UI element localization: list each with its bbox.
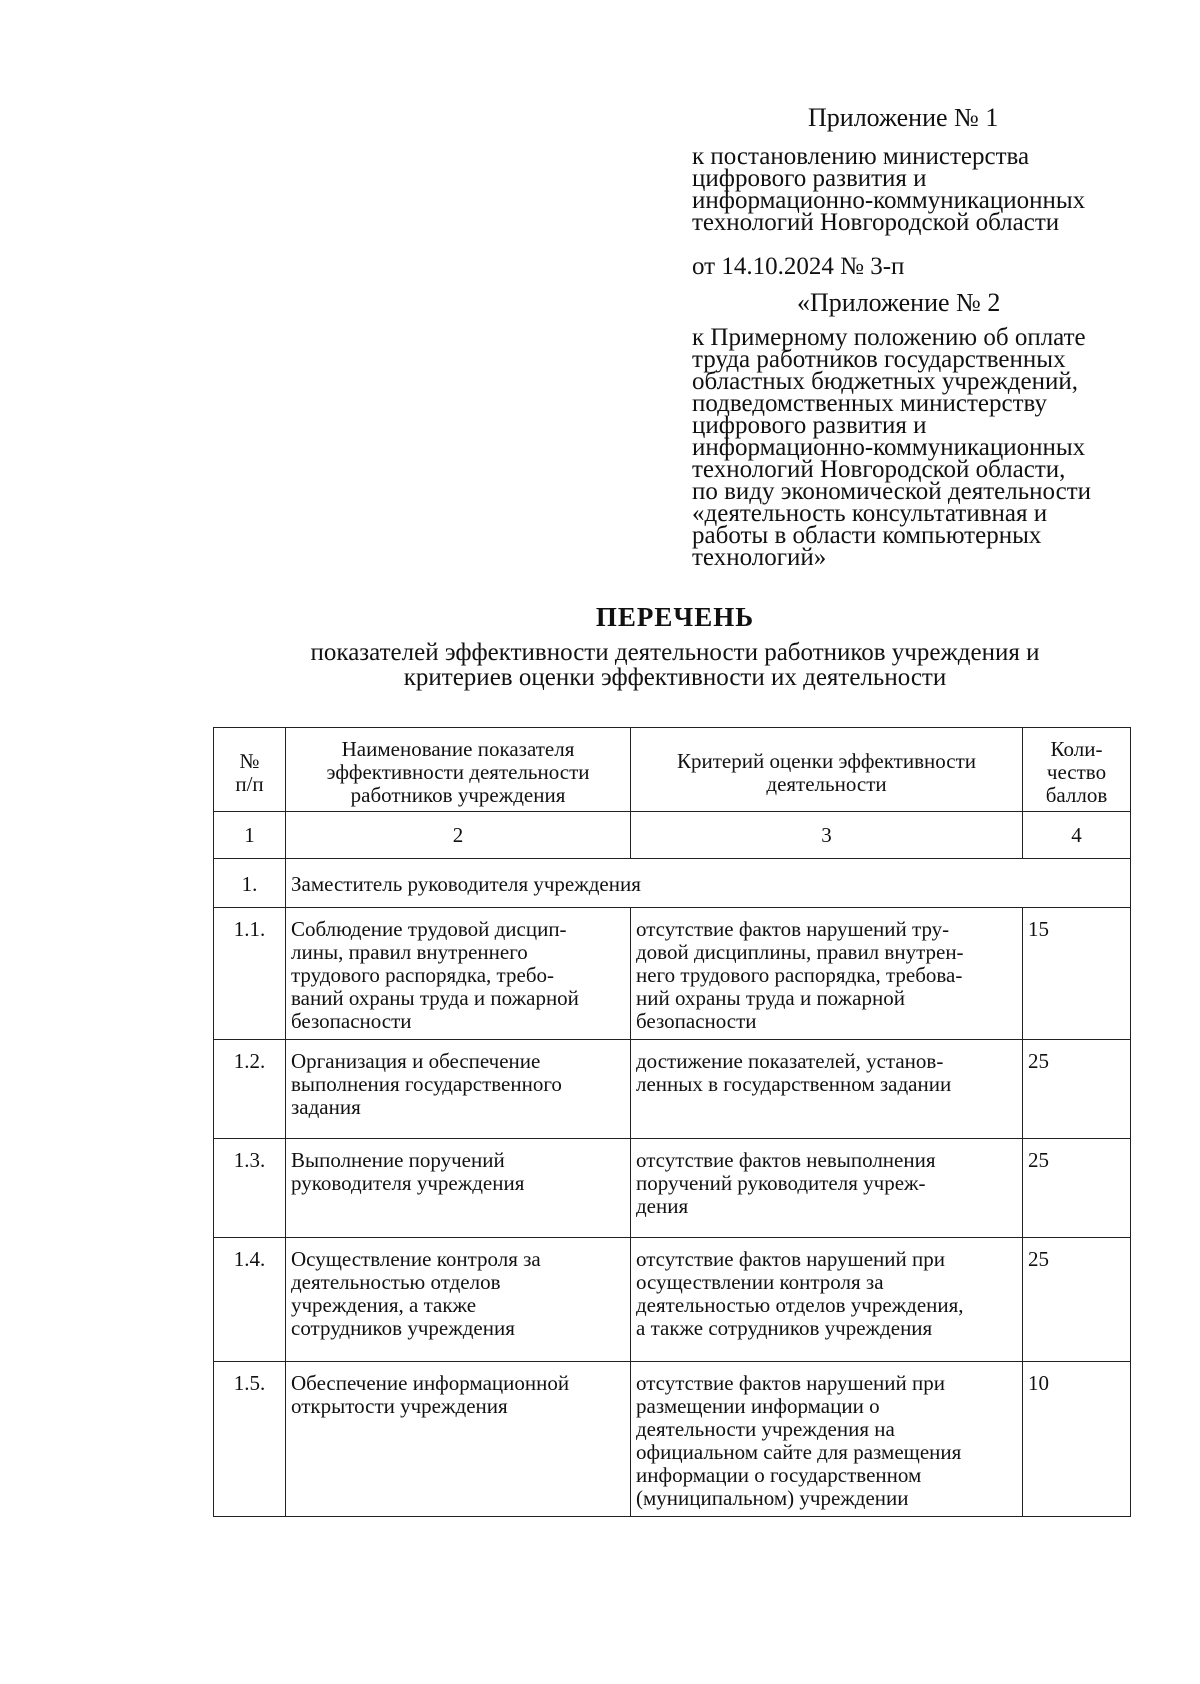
- criterion: [631, 1139, 1023, 1238]
- indicator-name-line: выполнения государственного: [291, 1072, 562, 1096]
- indicator-name-line: Обеспечение информационной: [291, 1371, 570, 1395]
- criterion-line: достижение показателей, установ-: [636, 1049, 944, 1073]
- indicator-name: [286, 1139, 631, 1238]
- appendix2-reference-line: информационно-коммуникационных: [692, 434, 1086, 461]
- criterion: [631, 1040, 1023, 1139]
- appendix2-reference-line: цифрового развития и: [692, 412, 927, 439]
- indicator-name-line: открытости учреждения: [291, 1394, 508, 1418]
- header-number-line: п/п: [235, 771, 264, 796]
- appendix-reference-line: информационно-коммуникационных: [692, 187, 1086, 214]
- appendix-reference: [692, 143, 1162, 236]
- header-score-line: чество: [1046, 760, 1107, 784]
- criterion-line: отсутствие фактов нарушений при: [636, 1371, 945, 1395]
- row-number: 1.2.: [214, 1040, 286, 1139]
- score: 25: [1023, 1139, 1131, 1238]
- criterion-line: довой дисциплины, правил внутрен-: [636, 940, 964, 964]
- appendix2-reference-line: подведомственных министерству: [692, 390, 1047, 417]
- appendix-date: от 14.10.2024 № 3-п: [692, 253, 905, 280]
- section-title: Заместитель руководителя учреждения: [286, 859, 1131, 908]
- header-indicator-name-line: эффективности деятельности: [326, 760, 590, 784]
- criterion-line: осуществлении контроля за: [636, 1270, 884, 1294]
- table-header-row: [214, 728, 1131, 812]
- header-score-line: баллов: [1045, 783, 1108, 807]
- appendix2-reference-line: к Примерному положению об оплате: [692, 324, 1086, 351]
- header-criterion: [631, 728, 1023, 812]
- header-score-line: Коли-: [1050, 737, 1103, 761]
- document-subtitle-line: критериев оценки эффективности их деятельности: [403, 664, 947, 691]
- appendix2-reference: [692, 324, 1172, 571]
- indicator-name-line: лины, правил внутреннего: [291, 940, 528, 964]
- indicator-name-line: деятельностью отделов: [291, 1270, 501, 1294]
- criterion-line: поручений руководителя учреж-: [636, 1171, 926, 1195]
- document-title: ПЕРЕЧЕНЬ: [595, 602, 755, 632]
- column-number-row: [214, 812, 1131, 859]
- score: 15: [1023, 908, 1131, 1040]
- header-criterion-line: Критерий оценки эффективности: [676, 748, 976, 773]
- indicator-name-line: безопасности: [291, 1009, 412, 1033]
- appendix-reference-line: к постановлению министерства: [692, 143, 1030, 170]
- section-number: 1.: [214, 859, 286, 908]
- indicator-name-line: задания: [291, 1095, 361, 1119]
- criterion-line: него трудового распорядка, требова-: [636, 963, 963, 987]
- header-indicator-name: [286, 728, 631, 812]
- header-criterion-line: деятельности: [766, 771, 887, 796]
- indicator-name-line: сотрудников учреждения: [291, 1316, 515, 1340]
- indicator-name-line: Осуществление контроля за: [291, 1247, 541, 1271]
- criterion-line: деятельности учреждения на: [636, 1417, 895, 1441]
- header-score: [1023, 728, 1131, 812]
- criterion: [631, 908, 1023, 1040]
- header-indicator-name-line: Наименование показателя: [341, 737, 575, 761]
- criterion: [631, 1238, 1023, 1362]
- score: 25: [1023, 1040, 1131, 1139]
- appendix2-reference-line: «деятельность консультативная и: [692, 500, 1048, 527]
- indicator-name: [286, 908, 631, 1040]
- indicator-name-line: учреждения, а также: [291, 1293, 477, 1317]
- column-number: 1: [214, 812, 286, 859]
- criterion-line: размещении информации о: [636, 1394, 880, 1418]
- criterion-line: отсутствие фактов нарушений тру-: [636, 917, 950, 941]
- indicator-name: [286, 1362, 631, 1517]
- criterion-line: безопасности: [636, 1009, 757, 1033]
- criterion-line: информации о государственном: [636, 1463, 922, 1487]
- appendix2-reference-line: труда работников государственных: [692, 346, 1066, 373]
- criterion-line: дения: [636, 1194, 689, 1218]
- section-row: [214, 859, 1131, 908]
- criterion: [631, 1362, 1023, 1517]
- appendix2-title: «Приложение № 2: [797, 288, 1001, 317]
- document-subtitle: [0, 640, 1200, 690]
- criterion-line: официальном сайте для размещения: [636, 1440, 962, 1464]
- table-row: [214, 908, 1131, 1040]
- indicator-name: [286, 1040, 631, 1139]
- document-subtitle-line: показателей эффективности деятельности работников учреждения и: [310, 639, 1040, 666]
- criterion-line: ний охраны труда и пожарной: [636, 986, 905, 1010]
- indicators-table: [213, 727, 1131, 1517]
- column-number: 3: [631, 812, 1023, 859]
- column-number: 4: [1023, 812, 1131, 859]
- appendix2-reference-line: работы в области компьютерных: [692, 522, 1042, 549]
- table-row: [214, 1040, 1131, 1139]
- header-number-line: №: [239, 748, 260, 773]
- indicator-name-line: Организация и обеспечение: [291, 1049, 541, 1073]
- indicator-name-line: Соблюдение трудовой дисцип-: [291, 917, 567, 941]
- criterion-line: отсутствие фактов нарушений при: [636, 1247, 945, 1271]
- appendix2-reference-line: по виду экономической деятельности: [692, 478, 1091, 505]
- table-row: [214, 1362, 1131, 1517]
- criterion-line: деятельностью отделов учреждения,: [636, 1293, 964, 1317]
- column-number: 2: [286, 812, 631, 859]
- indicator-name-line: руководителя учреждения: [291, 1171, 525, 1195]
- criterion-line: отсутствие фактов невыполнения: [636, 1148, 936, 1172]
- row-number: 1.1.: [214, 908, 286, 1040]
- appendix2-reference-line: областных бюджетных учреждений,: [692, 368, 1078, 395]
- table-row: [214, 1139, 1131, 1238]
- indicator-name: [286, 1238, 631, 1362]
- header-number: [214, 728, 286, 812]
- indicator-name-line: ваний охраны труда и пожарной: [291, 986, 579, 1010]
- header-indicator-name-line: работников учреждения: [350, 783, 566, 807]
- appendix-reference-line: технологий Новгородской области: [692, 209, 1060, 236]
- row-number: 1.4.: [214, 1238, 286, 1362]
- row-number: 1.3.: [214, 1139, 286, 1238]
- criterion-line: ленных в государственном задании: [636, 1072, 952, 1096]
- appendix2-reference-line: технологий»: [692, 544, 827, 571]
- criterion-line: (муниципальном) учреждении: [636, 1486, 909, 1510]
- score: 10: [1023, 1362, 1131, 1517]
- appendix2-reference-line: технологий Новгородской области,: [692, 456, 1066, 483]
- appendix-reference-line: цифрового развития и: [692, 165, 927, 192]
- row-number: 1.5.: [214, 1362, 286, 1517]
- appendix-title: Приложение № 1: [808, 103, 999, 132]
- score: 25: [1023, 1238, 1131, 1362]
- indicator-name-line: трудового распорядка, требо-: [291, 963, 554, 987]
- table-row: [214, 1238, 1131, 1362]
- criterion-line: а также сотрудников учреждения: [636, 1316, 933, 1340]
- indicator-name-line: Выполнение поручений: [291, 1148, 505, 1172]
